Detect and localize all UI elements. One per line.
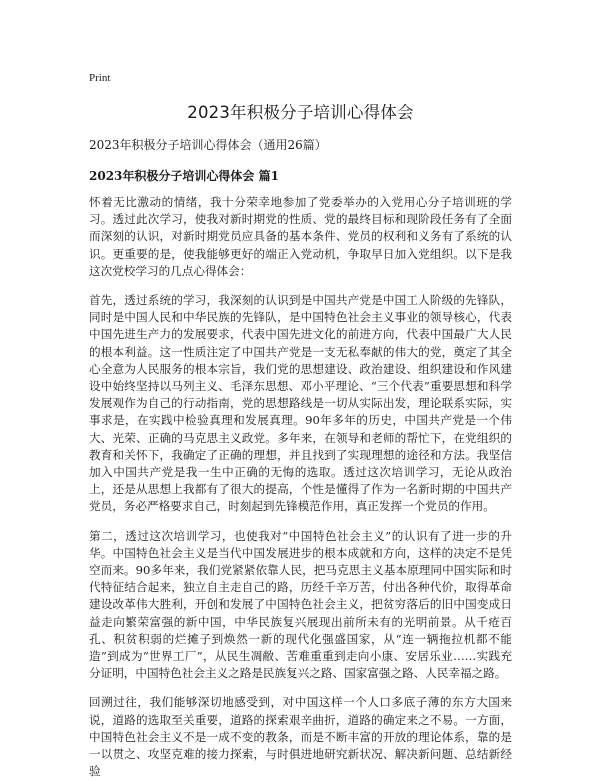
document-subtitle: 2023年积极分子培训心得体会（通用26篇）: [89, 138, 327, 152]
section-heading: 2023年积极分子培训心得体会 篇1: [89, 169, 279, 183]
paragraph-intro: 怀着无比激动的情绪，我十分荣幸地参加了党委举办的入党用心分子培训班的学习。透过此次学习，使我对新时期党的性质、党的最终目标和现阶段任务有了全面而深刻的认识，对新时期党员应具备的基本条件、党员的权利和义务有了系统的认识。更重要的是，使我能够更好的端正入党动机，争取早日加入党组织。以下是我这次党校学习的几点心得体会：: [89, 195, 512, 278]
document-title: 2023年积极分子培训心得体会: [187, 103, 414, 122]
paragraph-review: 回溯过往，我们能够深切地感受到，对中国这样一个人口多底子薄的东方大国来说，道路的选取至关重要，道路的探索艰辛曲折，道路的确定来之不易。一方面，中国特色社会主义不是一成不变的教条，而是不断丰富的开放的理论体系，靠的是一以贯之、攻坚克难的接力探索，与时俱进地研究新状况、解决新问题、总结新经验: [89, 695, 512, 779]
paragraph-first: 首先，透过系统的学习，我深刻的认识到是中国共产党是中国工人阶级的先锋队，同时是中国人民和中华民族的先锋队，是中国特色社会主义事业的领导核心，代表中国先进生产力的发展要求，代表中国先进文化的前进方向，代表中国最广大人民的根本利益。这一性质注定了中国共产党是一支无私奉献的伟大的党，奠定了其全心全意为人民服务的根本宗旨，我们党的思想建设、政治建设、组织建设和作风建设中始终坚持以马列主义、毛泽东思想、邓小平理论、“三个代表”重要思想和科学发展观作为自己的行动指南，党的思想路线是一切从实际出发，理论联系实际，实事求是，在实践中检验真理和发展真理。90年多年的历史，中国共产党是一个伟大、光荣、正确的马克思主义政党。多年来，在领导和老师的帮忙下，在党组织的教育和关怀下，我确定了正确的理想，并且找到了实现理想的途径和方法。我坚信加入中国共产党是我一生中正确的无悔的选取。透过这次培训学习，无论从政治上，还是从思想上我都有了很大的提高，个性是懂得了作为一名新时期的中国共产党员，务必严格要求自己，时刻起到先锋模范作用，真正发挥一个党员的作用。: [89, 293, 512, 514]
print-link[interactable]: Print: [89, 72, 111, 84]
paragraph-second: 第二，透过这次培训学习，也使我对“中国特色社会主义”的认识有了进一步的升华。中国特色社会主义是当代中国发展进步的根本成就和方向，这样的决定不是凭空而来。90多年来，我们党紧紧依靠人民，把马克思主义基本原理同中国实际和时代特征结合起来，独立自主走自己的路，历经千辛万苦，付出各种代价，取得革命建设改革伟大胜利，开创和发展了中国特色社会主义，把贫穷落后的旧中国变成日益走向繁荣富强的新中国，中华民族复兴展现出前所未有的光明前景。从千疮百孔、积贫积弱的烂摊子到焕然一新的现代化强盛国家，从“连一辆拖拉机都不能造”到成为“世界工厂”，从民生凋敝、苦难重重到走向小康、安居乐业……实践充分证明，中国特色社会主义之路是民族复兴之路、国家富强之路、人民幸福之路。: [89, 528, 512, 681]
